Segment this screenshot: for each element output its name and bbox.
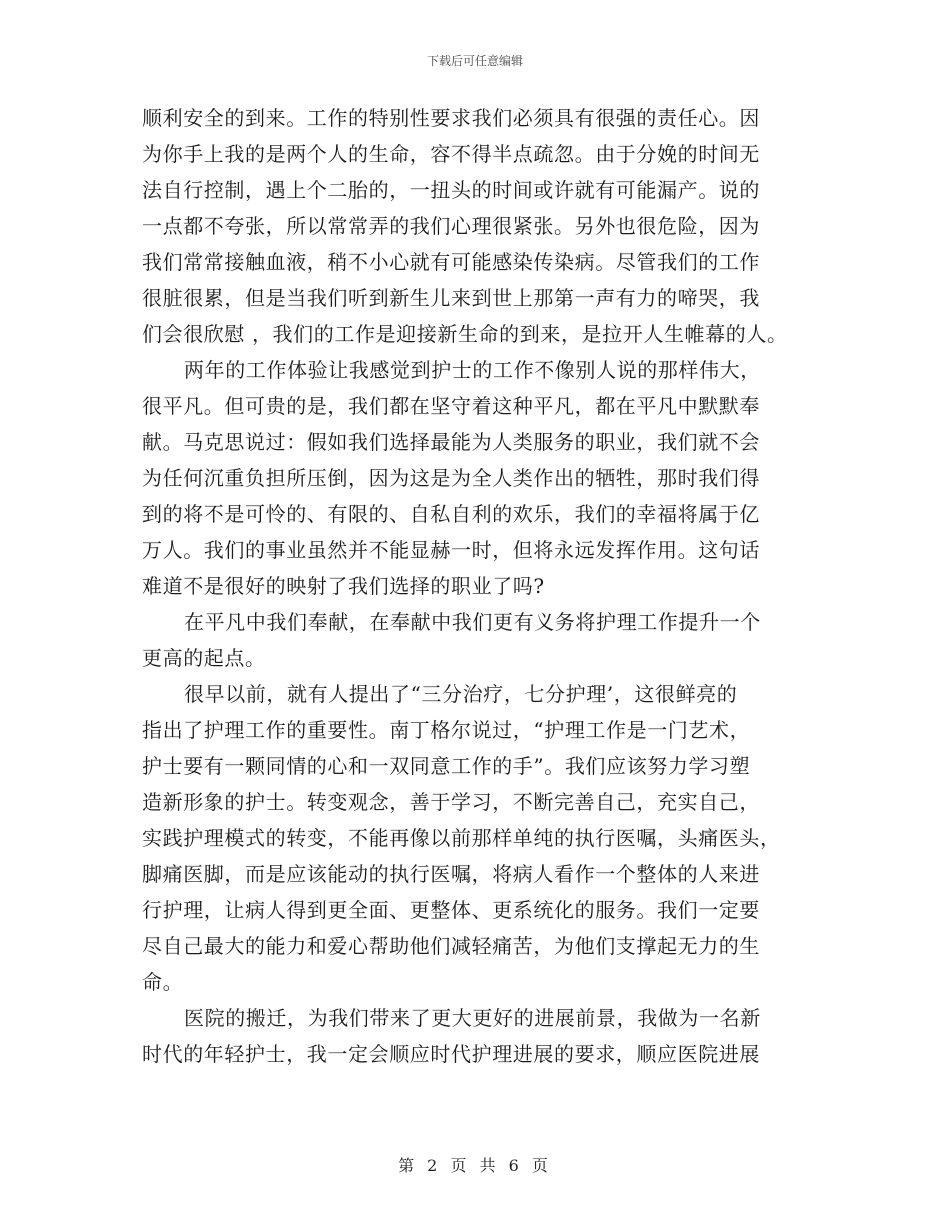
text-line: 护士要有一颗同情的心和一双同意工作的手”。我们应该努力学习塑: [142, 754, 751, 778]
text-line: 时代的年轻护士，我一定会顺应时代护理进展的要求，顺应医院进展: [142, 1042, 760, 1066]
text-line: 很脏很累，但是当我们听到新生儿来到世上那第一声有力的啼哭，我: [142, 286, 760, 310]
text-line: 们会很欣慰 ，我们的工作是迎接新生命的到来，是拉开人生帷幕的人。: [142, 322, 788, 346]
text-line: 命。: [142, 970, 184, 994]
paragraph-start-line: 很早以前，就有人提出了“三分治疗，七分护理’，这很鲜亮的: [184, 682, 738, 706]
text-line: 为你手上我的是两个人的生命，容不得半点疏忽。由于分娩的时间无: [142, 142, 760, 166]
text-line: 一点都不夸张，所以常常弄的我们心理很紧张。另外也很危险，因为: [142, 214, 760, 238]
text-line: 脚痛医脚，而是应该能动的执行医嘱，将病人看作一个整体的人来进: [142, 862, 760, 886]
text-line: 造新形象的护士。转变观念，善于学习，不断完善自己，充实自己，: [142, 790, 760, 814]
paragraph-start-line: 在平凡中我们奉献，在奉献中我们更有义务将护理工作提升一个: [184, 610, 761, 634]
text-line: 指出了护理工作的重要性。南丁格尔说过，“护理工作是一门艺术，: [142, 718, 751, 742]
page-number: 第 2 页 共 6 页: [398, 1156, 552, 1175]
text-line: 尽自己最大的能力和爱心帮助他们减轻痛苦，为他们支撑起无力的生: [142, 934, 760, 958]
text-line: 很平凡。但可贵的是，我们都在坚守着这种平凡，都在平凡中默默奉: [142, 394, 760, 418]
text-line: 为任何沉重负担所压倒，因为这是为全人类作出的牺牲，那时我们得: [142, 466, 760, 490]
text-line: 顺利安全的到来。工作的特别性要求我们必须具有很强的责任心。因: [142, 106, 760, 130]
page-header: 下载后可任意编辑: [426, 54, 523, 68]
text-line: 法自行控制，遇上个二胎的，一扭头的时间或许就有可能漏产。说的: [142, 178, 760, 202]
paragraph-start-line: 两年的工作体验让我感觉到护士的工作不像别人说的那样伟大，: [184, 358, 761, 382]
text-line: 到的将不是可怜的、有限的、自私自利的欢乐，我们的幸福将属于亿: [142, 502, 760, 526]
text-line: 献。马克思说过：假如我们选择最能为人类服务的职业，我们就不会: [142, 430, 760, 454]
paragraph-start-line: 医院的搬迁，为我们带来了更大更好的进展前景，我做为一名新: [184, 1006, 761, 1030]
text-line: 行护理，让病人得到更全面、更整体、更系统化的服务。我们一定要: [142, 898, 760, 922]
text-line: 难道不是很好的映射了我们选择的职业了吗?: [142, 574, 545, 598]
text-line: 更高的起点。: [142, 646, 266, 670]
text-line: 实践护理模式的转变，不能再像以前那样单纯的执行医嘱，头痛医头，: [142, 826, 781, 850]
text-line: 我们常常接触血液，稍不小心就有可能感染传染病。尽管我们的工作: [142, 250, 760, 274]
document-body: [142, 100, 822, 1072]
text-line: 万人。我们的事业虽然并不能显赫一时，但将永远发挥作用。这句话: [142, 538, 760, 562]
